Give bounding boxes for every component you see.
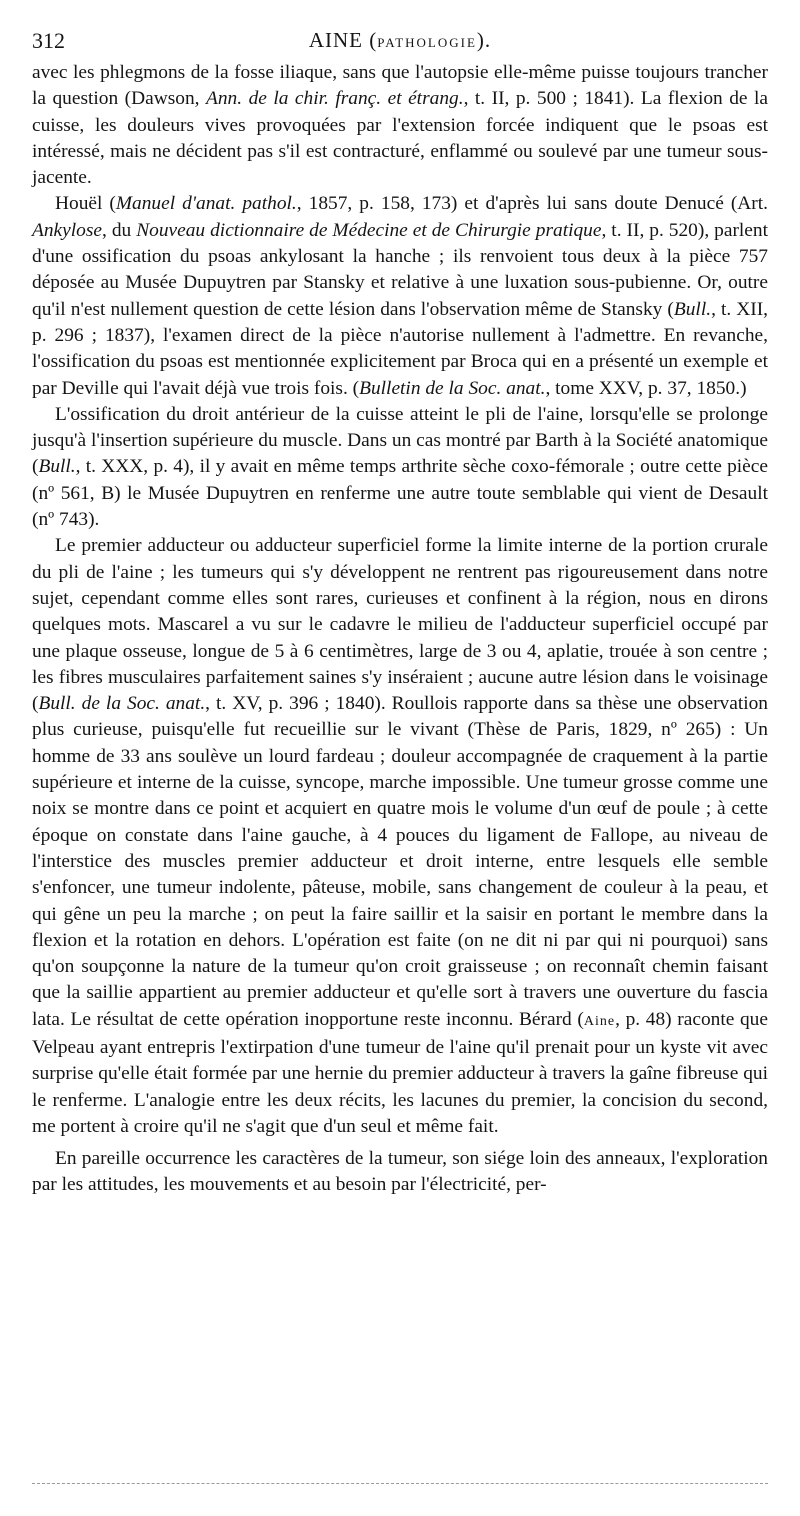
running-title xyxy=(32,28,768,53)
p2-text-c: , 1857, p. 158, 173) et d'après lui sans doute Denucé (Art. xyxy=(296,193,769,215)
p1-citation: Ann. de la chir. franç. et étrang. xyxy=(206,88,464,110)
p4-text-a: Le premier adducteur ou adducteur superficiel forme la limite interne de la portion crurale du pli de l'aine ; les tumeurs qui s'y développent ne rentrent pas rigoureusement dans notre sujet, cependant comme elles sont rares, curieuses et confinent à la région, nous en dirons quelques mots. Mascarel a vu sur le cadavre le milieu de l'adducteur superficiel occupé par une plaque osseuse, longue de 5 à 6 centimètres, large de 3 ou 4, aplatie, trouée à son centre ; les fibres musculaires parfaitement saines s'y inséraient ; aucune autre lésion dans le voisinage ( xyxy=(32,535,768,715)
p3-citation: Bull. xyxy=(38,456,76,478)
p5-text-a: En pareille occurrence les caractères de la tumeur, son siége loin des anneaux, l'exploration par les attitudes, les mouvements et au besoin par l'électricité, per- xyxy=(32,1148,768,1196)
p4-citation: Bull. de la Soc. anat. xyxy=(38,693,206,715)
paragraph-3 xyxy=(32,402,768,533)
running-title-paren-close: ). xyxy=(476,28,492,52)
running-title-subtitle: PATHOLOGIE xyxy=(377,35,477,50)
page-number: 312 xyxy=(32,28,65,53)
p2-citation-2: Ankylose xyxy=(32,219,102,241)
footer-rule xyxy=(32,1483,768,1484)
paragraph-5 xyxy=(32,1146,768,1199)
p2-text-i: , t. XII, p. 296 ; 1837), l'examen direct de la pièce n'autorise nullement à l'admettre. En revanche, l'ossification du psoas est mentionnée explicitement par Broca qui en a présenté un exemple et par Deville qui l'avait déjà vue trois fois. ( xyxy=(32,298,769,399)
p3-text-c: , t. XXX, p. 4), il y avait en même temps arthrite sèche coxo-fémorale ; outre cette pièce (nº 561, B) le Musée Dupuytren en renferme une autre toute semblable qui vient de Desault (nº 743). xyxy=(32,456,768,531)
p1-text-c: , t. II, p. 500 ; 1841). La flexion de la cuisse, les douleurs vives provoquées par l'extension forcée indiquent que le psoas est intéressé, mais ne décident pas s'il est contracturé, enflammé ou soulevé par une tumeur sous-jacente. xyxy=(32,88,768,189)
p4-smallcaps-aine: Aine xyxy=(583,1013,616,1029)
p2-citation-4: Bull. xyxy=(673,298,712,320)
paragraph-4 xyxy=(32,533,768,1140)
p2-text-g: , t. II, p. 520), parlent d'une ossification du psoas ankylosant la hanche ; ils renvoient tous deux à la pièce 757 déposée au Musée Dupuytren par Stansky et relative à une luxation sous-pubienne. Or, outre qu'il n'est nullement question de cette lésion dans l'observation même de Stansky ( xyxy=(32,219,768,320)
document-page xyxy=(32,24,768,1494)
p2-text-e: , du xyxy=(102,219,137,241)
body-text xyxy=(32,60,768,1199)
p2-text-a: Houël ( xyxy=(55,193,116,215)
p2-citation-5: Bulletin de la Soc. anat. xyxy=(359,377,546,399)
p2-citation-3: Nouveau dictionnaire de Médecine et de Chirurgie pratique xyxy=(136,219,602,241)
p4-text-e: , p. 48) raconte que Velpeau ayant entrepris l'extirpation d'une tumeur de l'aine qu'il prenait pour un kyste vit avec surprise qu'elle était formée par une hernie du premier adducteur à travers la gaîne fibreuse qui le renferme. L'analogie entre les deux récits, les lacunes du premier, la concision du second, me portent à croire qu'il ne s'agit que d'un seul et même fait. xyxy=(32,1008,768,1137)
running-title-main: AINE xyxy=(308,28,363,52)
p3-text-a: L'ossification du droit antérieur de la cuisse atteint le pli de l'aine, lorsqu'elle se prolonge jusqu'à l'insertion supérieure du muscle. Dans un cas montré par Barth à la Société anatomique ( xyxy=(32,403,768,478)
running-title-paren-open: ( xyxy=(362,28,378,52)
paragraph-2 xyxy=(32,191,768,401)
page-header xyxy=(32,24,768,54)
p4-text-c: , t. XV, p. 396 ; 1840). Roullois rapporte dans sa thèse une observation plus curieuse, puisqu'elle fut recueillie sur le vivant (Thèse de Paris, 1829, nº 265) : Un homme de 33 ans soulève un lourd fardeau ; douleur accompagnée de craquement à la partie supérieure et interne de la cuisse, syncope, marche impossible. Une tumeur grosse comme une noix se montre dans ce point et acquiert en quatre mois le volume d'un œuf de poule ; à cette époque on constate dans l'aine gauche, à 4 pouces du ligament de Fallope, au niveau de l'interstice des muscles premier adducteur et droit interne, entre lesquels elle semble s'enfoncer, une tumeur indolente, pâteuse, mobile, sans changement de couleur à la peau, et qui gêne un peu la marche ; on peut la faire saillir et la saisir en portant le membre dans la flexion et la rotation en dehors. L'opération est faite (on ne dit ni par qui ni pourquoi) sans qu'on soupçonne la nature de la tumeur qu'on croit graisseuse ; on reconnaît chemin faisant que la saillie appartient au premier adducteur et qu'elle sort à travers une ouverture du fascia lata. Le résultat de cette opération inopportune reste inconnu. Bérard ( xyxy=(32,693,768,1030)
paragraph-1 xyxy=(32,60,768,191)
p2-text-k: , tome XXV, p. 37, 1850.) xyxy=(545,377,747,399)
p2-citation-1: Manuel d'anat. pathol. xyxy=(115,193,297,215)
p1-text-a: avec les phlegmons de la fosse iliaque, sans que l'autopsie elle-même puisse toujours trancher la question (Dawson, xyxy=(32,62,768,110)
